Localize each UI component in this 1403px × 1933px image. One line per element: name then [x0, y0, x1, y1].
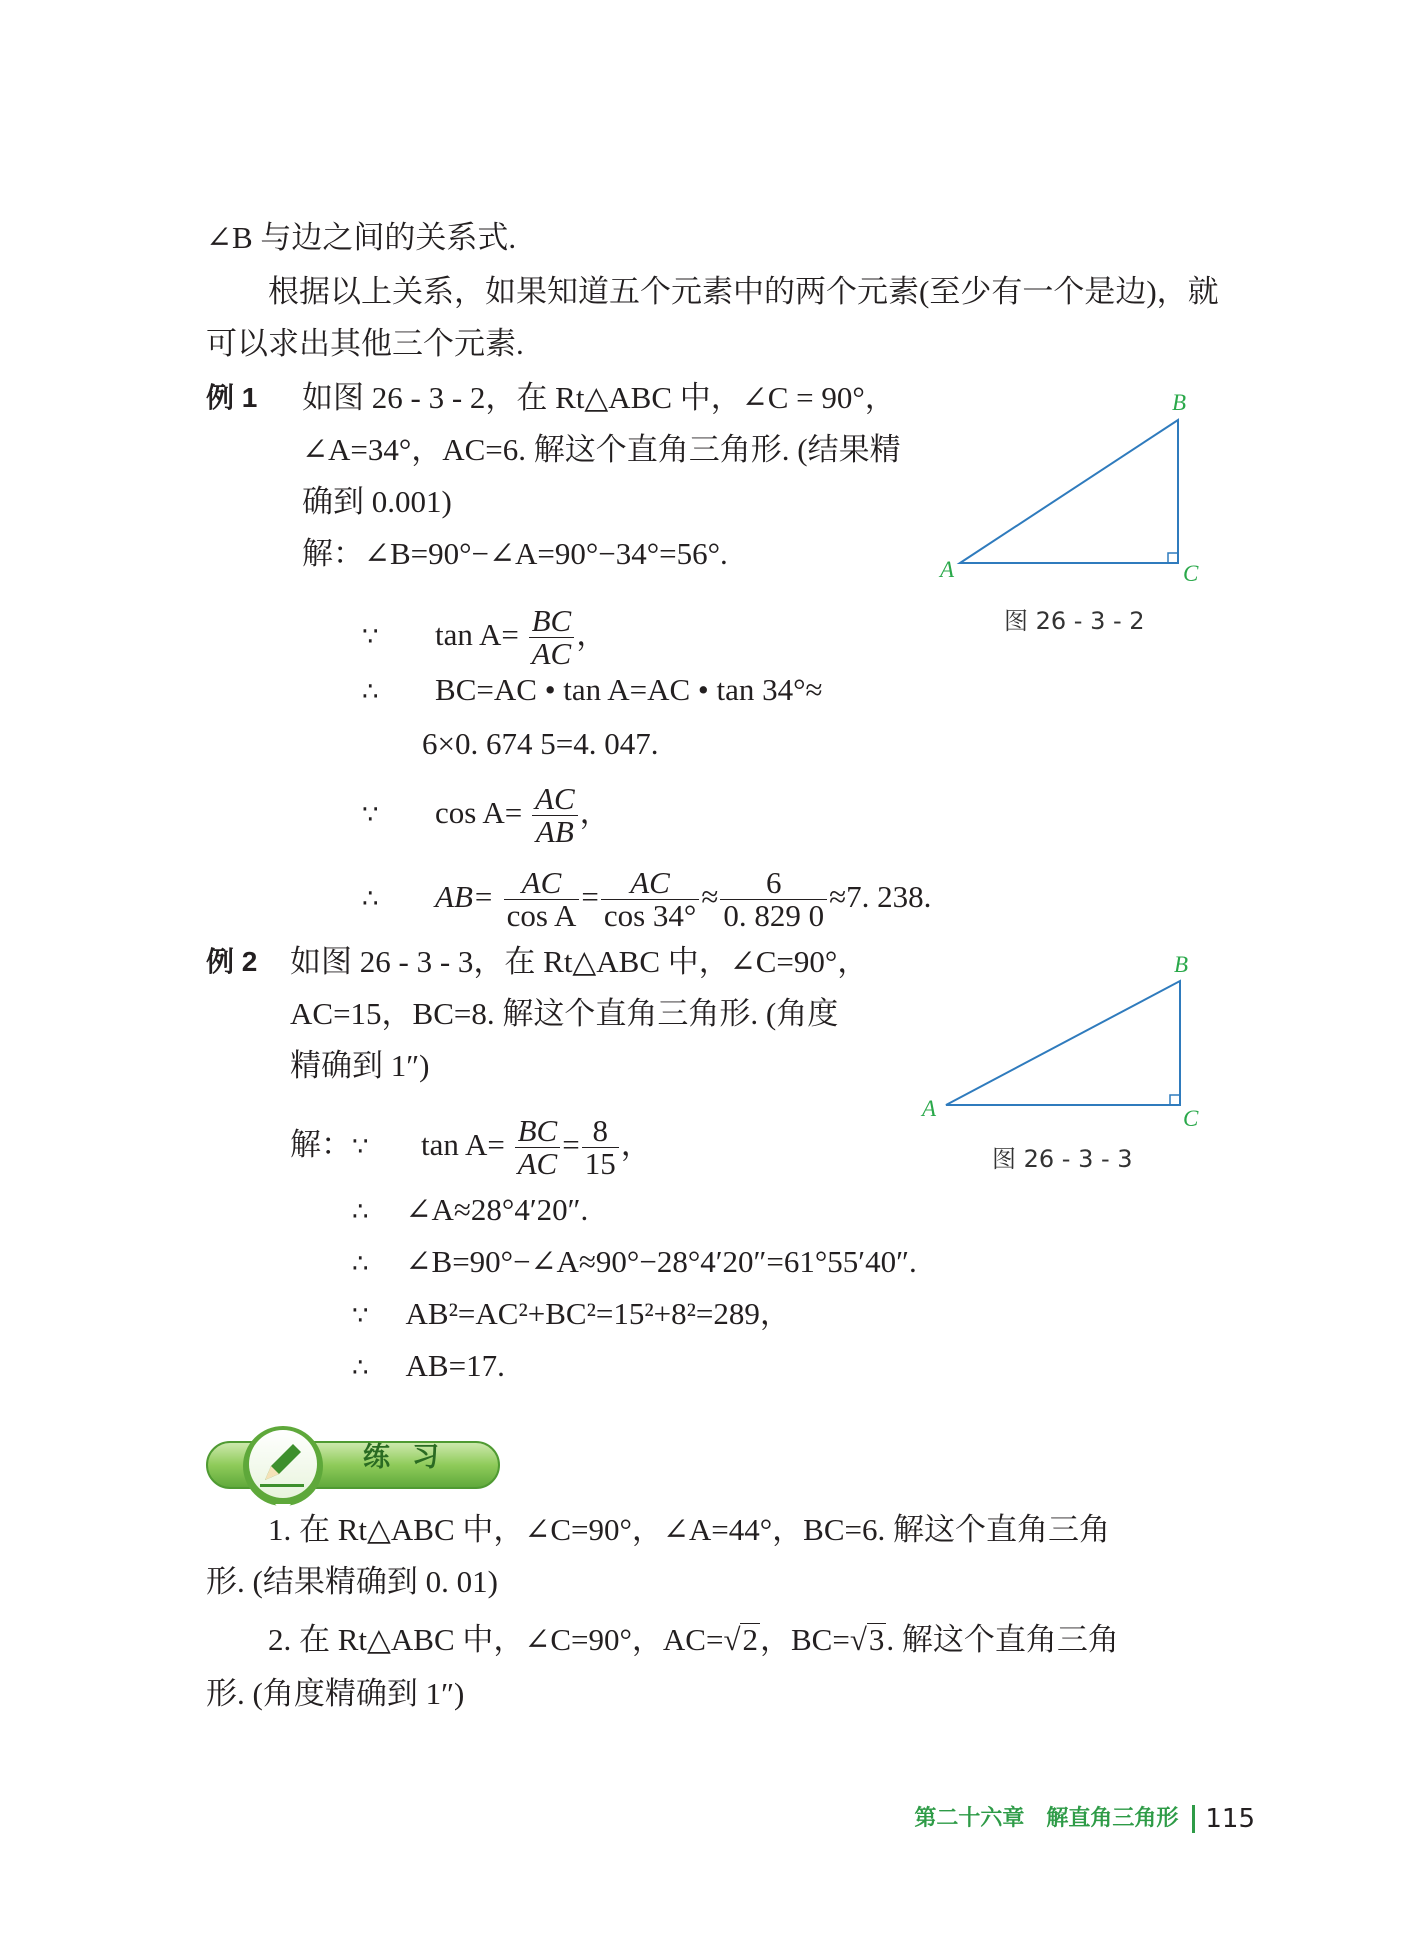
vertex-c-label: C	[1183, 561, 1199, 586]
figure-26-3-3-caption: 图 26 - 3 - 3	[992, 1145, 1133, 1173]
figure-26-3-2-caption: 图 26 - 3 - 2	[1004, 607, 1145, 635]
figure-26-3-3	[910, 940, 1210, 1140]
footer-divider	[1192, 1805, 1195, 1833]
example-2-label: 例 2	[206, 946, 258, 977]
intro-line-3: 可以求出其他三个元素.	[206, 326, 524, 361]
angle-b-value: ∠B=90°−∠A≈90°−28°4′20″=61°55′40″.	[405, 1244, 917, 1279]
approx: ≈	[701, 879, 719, 914]
example-2-step-angle-a	[352, 1190, 588, 1232]
example-1-step-bc	[362, 670, 823, 712]
because-symbol: ∵	[352, 1301, 370, 1331]
bc-computation: BC=AC • tan A=AC • tan 34°≈	[435, 672, 823, 707]
vertex-a-label: A	[922, 1096, 937, 1121]
pythagoras-equation: AB²=AC²+BC²=15²+8²=289，	[405, 1296, 791, 1331]
ab-equals: AB=	[435, 879, 494, 914]
example-2-step-ab	[352, 1346, 505, 1388]
intro-line-1: ∠B 与边之间的关系式.	[206, 220, 517, 255]
example-2-text-3: 精确到 1″)	[290, 1048, 430, 1083]
fraction-8-over-15: $\frac{8}{15}$	[582, 1115, 619, 1180]
fraction-ac-over-cos-34: $\frac{AC}{\cos 34^\circ}$	[601, 867, 699, 932]
because-symbol: ∵	[362, 800, 380, 830]
therefore-symbol: ∴	[352, 1197, 370, 1227]
comma: ，	[620, 1127, 652, 1162]
tan-a-label: tan A=	[421, 1127, 505, 1162]
vertex-b-label: B	[1174, 952, 1189, 977]
comma: ，	[579, 795, 611, 830]
example-1-step-tan	[362, 600, 607, 672]
fraction-6-over-0829: $\frac{6}{0. 829 0}$	[720, 867, 827, 932]
triangle	[946, 981, 1180, 1105]
q2-prefix: 2. 在 Rt△ABC 中，∠C=90°，AC=	[268, 1622, 724, 1657]
page-number: 115	[1205, 1804, 1255, 1834]
right-angle-mark	[1168, 553, 1178, 563]
example-1-step-bc-value: 6×0. 674 5=4. 047.	[422, 726, 659, 761]
example-1-text-1: 如图 26 - 3 - 2，在 Rt△ABC 中，∠C = 90°，	[302, 380, 896, 415]
triangle	[960, 420, 1178, 563]
cos-a-label: cos A=	[435, 795, 523, 830]
example-1-label: 例 1	[206, 382, 258, 413]
solution-prefix: 解：	[290, 1127, 352, 1162]
ab-value: AB=17.	[405, 1348, 505, 1383]
practice-q1-line-1: 1. 在 Rt△ABC 中，∠C=90°，∠A=44°，BC=6. 解这个直角三角	[268, 1512, 1110, 1547]
sqrt-3: √3	[849, 1622, 885, 1657]
example-2-step-angle-b	[352, 1242, 917, 1284]
vertex-c-label: C	[1183, 1106, 1199, 1131]
q2-mid: ，BC=	[759, 1622, 850, 1657]
practice-q2-line-2: 形. (角度精确到 1″)	[206, 1676, 465, 1711]
equals: =	[581, 879, 599, 914]
vertex-a-label: A	[940, 557, 955, 582]
practice-title: 练习	[363, 1442, 461, 1473]
example-2-step-pythagoras	[352, 1294, 791, 1336]
example-1-step-ab	[362, 862, 931, 934]
therefore-symbol: ∴	[352, 1353, 370, 1383]
q2-suffix: . 解这个直角三角	[886, 1622, 1119, 1657]
because-symbol: ∵	[362, 622, 380, 652]
example-2-text-2: AC=15，BC=8. 解这个直角三角形. (角度	[290, 996, 839, 1031]
because-symbol: ∵	[352, 1132, 370, 1162]
example-1-solution-line-1: 解：∠B=90°−∠A=90°−34°=56°.	[302, 536, 728, 571]
practice-q1-line-2: 形. (结果精确到 0. 01)	[206, 1564, 498, 1599]
tan-a-label: tan A=	[435, 617, 519, 652]
page-footer	[914, 1805, 1255, 1833]
figure-26-3-2	[930, 385, 1220, 595]
example-2-text-1: 如图 26 - 3 - 3，在 Rt△ABC 中，∠C=90°，	[290, 944, 869, 979]
sqrt-2: √2	[723, 1622, 758, 1657]
example-1-text-3: 确到 0.001)	[302, 484, 452, 519]
right-angle-mark	[1170, 1095, 1180, 1105]
fraction-bc-over-ac: $\frac{BC}{AC}$	[515, 1115, 561, 1180]
chapter-title: 第二十六章 解直角三角形	[914, 1806, 1179, 1831]
fraction-ac-over-ab: $\frac{AC}{AB}$	[532, 783, 578, 848]
practice-q2-line-1	[268, 1620, 1119, 1660]
example-2-step-tan	[290, 1110, 652, 1182]
intro-line-2: 根据以上关系，如果知道五个元素中的两个元素(至少有一个是边)，就	[268, 274, 1219, 309]
ab-result: ≈7. 238.	[829, 879, 932, 914]
therefore-symbol: ∴	[362, 884, 380, 914]
equals: =	[562, 1127, 580, 1162]
therefore-symbol: ∴	[362, 677, 380, 707]
example-1-text-2: ∠A=34°，AC=6. 解这个直角三角形. (结果精	[302, 432, 901, 467]
fraction-ac-over-cos-a: $\frac{AC}{\text{cos A}}$	[504, 867, 580, 932]
comma: ，	[576, 617, 608, 652]
example-1-step-cos	[362, 778, 611, 850]
therefore-symbol: ∴	[352, 1249, 370, 1279]
vertex-b-label: B	[1172, 390, 1187, 415]
fraction-bc-over-ac: $\frac{BC}{AC}$	[529, 605, 575, 670]
angle-a-value: ∠A≈28°4′20″.	[405, 1192, 589, 1227]
